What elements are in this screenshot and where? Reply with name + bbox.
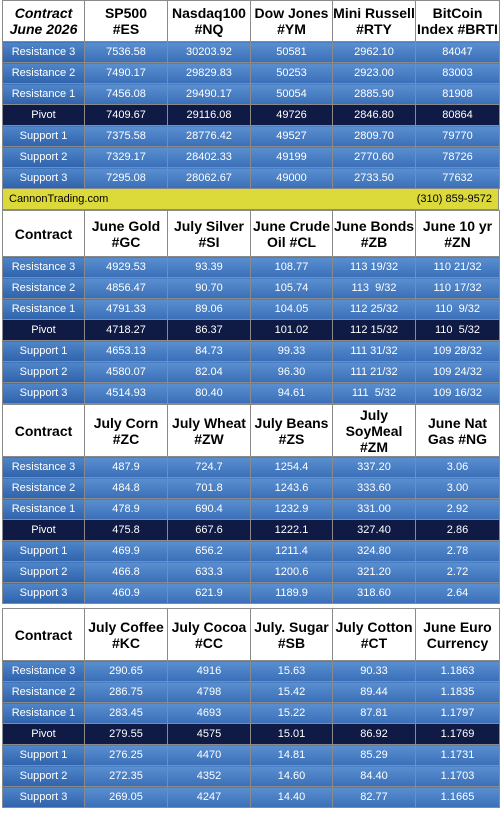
row-label: Support 2 [3,147,85,168]
table-cell: 89.44 [333,682,416,703]
table-cell: 2.64 [416,583,500,604]
table-cell: 15.63 [251,661,333,682]
table-row [3,362,500,383]
table-cell: 7456.08 [85,84,168,105]
table-cell: 15.22 [251,703,333,724]
row-label: Resistance 3 [3,457,85,478]
row-label: Pivot [3,520,85,541]
table-cell: 2923.00 [333,63,416,84]
table-cell: 4580.07 [85,362,168,383]
table-cell: 29490.17 [168,84,251,105]
table-cell: 327.40 [333,520,416,541]
table-row [3,541,500,562]
header-row [3,405,500,457]
header-row [3,609,500,661]
header-row [3,1,500,42]
table-cell: 1232.9 [251,499,333,520]
table-cell: 29116.08 [168,105,251,126]
table-cell: 4653.13 [85,341,168,362]
table-cell: 78726 [416,147,500,168]
row-label: Support 3 [3,787,85,808]
table-row [3,787,500,808]
table-cell: 77632 [416,168,500,189]
table-block-index-futures [2,0,500,189]
table-cell: 49199 [251,147,333,168]
table-cell: 84.40 [333,766,416,787]
table-cell: 109 16/32 [416,383,500,404]
footer-site-link[interactable]: CannonTrading.com [9,193,109,205]
header-col: June Crude Oil #CL [251,211,333,257]
table-cell: 111 31/32 [333,341,416,362]
table-cell: 104.05 [251,299,333,320]
header-col: Nasdaq100 #NQ [168,1,251,42]
table-cell: 1189.9 [251,583,333,604]
footer-bar [2,189,499,210]
table-cell: 2885.90 [333,84,416,105]
table-cell: 7490.17 [85,63,168,84]
table-cell: 109 24/32 [416,362,500,383]
header-contract: Contract [3,609,85,661]
header-contract: Contract [3,211,85,257]
table-cell: 1.1863 [416,661,500,682]
row-label: Support 1 [3,541,85,562]
table-cell: 1.1665 [416,787,500,808]
table-cell: 99.33 [251,341,333,362]
table-cell: 14.60 [251,766,333,787]
table-row [3,147,500,168]
table-cell: 290.65 [85,661,168,682]
table-cell: 3.00 [416,478,500,499]
table-block-metals-energy-rates [2,210,500,404]
row-label: Resistance 1 [3,299,85,320]
table-cell: 86.37 [168,320,251,341]
table-row [3,520,500,541]
header-contract: Contract [3,405,85,457]
table-cell: 14.81 [251,745,333,766]
table-cell: 89.06 [168,299,251,320]
table-cell: 90.33 [333,661,416,682]
table-cell: 3.06 [416,457,500,478]
table-cell: 94.61 [251,383,333,404]
table-cell: 286.75 [85,682,168,703]
table-cell: 15.42 [251,682,333,703]
row-label: Resistance 3 [3,257,85,278]
table-cell: 4791.33 [85,299,168,320]
table-cell: 83003 [416,63,500,84]
table-cell: 2809.70 [333,126,416,147]
table-cell: 701.8 [168,478,251,499]
table-cell: 283.45 [85,703,168,724]
table-cell: 84047 [416,42,500,63]
header-col: BitCoin Index #BRTI [416,1,500,42]
table-cell: 80864 [416,105,500,126]
table-cell: 478.9 [85,499,168,520]
table-cell: 7536.58 [85,42,168,63]
table-cell: 93.39 [168,257,251,278]
table-row [3,278,500,299]
table-cell: 14.40 [251,787,333,808]
header-col: July. Sugar #SB [251,609,333,661]
table-cell: 4352 [168,766,251,787]
table-cell: 15.01 [251,724,333,745]
header-col: July Cocoa #CC [168,609,251,661]
table-cell: 79770 [416,126,500,147]
table-cell: 667.6 [168,520,251,541]
row-label: Support 1 [3,341,85,362]
table-row [3,126,500,147]
table-cell: 101.02 [251,320,333,341]
table-cell: 113 9/32 [333,278,416,299]
header-col: Dow Jones #YM [251,1,333,42]
table-cell: 7295.08 [85,168,168,189]
table-row [3,63,500,84]
table-cell: 4514.93 [85,383,168,404]
table-cell: 105.74 [251,278,333,299]
table-cell: 484.8 [85,478,168,499]
table-cell: 475.8 [85,520,168,541]
table-cell: 49527 [251,126,333,147]
table-cell: 87.81 [333,703,416,724]
table-cell: 110 21/32 [416,257,500,278]
table-cell: 1211.4 [251,541,333,562]
table-cell: 80.40 [168,383,251,404]
table-row [3,478,500,499]
row-label: Resistance 1 [3,499,85,520]
table-cell: 1.1769 [416,724,500,745]
table-cell: 82.77 [333,787,416,808]
table-cell: 7409.67 [85,105,168,126]
table-cell: 656.2 [168,541,251,562]
table-cell: 1.1731 [416,745,500,766]
table-row [3,562,500,583]
table-cell: 28402.33 [168,147,251,168]
table-cell: 469.9 [85,541,168,562]
table-cell: 4247 [168,787,251,808]
table-cell: 1.1703 [416,766,500,787]
table-cell: 2770.60 [333,147,416,168]
table-cell: 110 5/32 [416,320,500,341]
table-row [3,341,500,362]
table-cell: 724.7 [168,457,251,478]
table-cell: 1200.6 [251,562,333,583]
header-col: July Corn #ZC [85,405,168,457]
table-cell: 110 17/32 [416,278,500,299]
row-label: Resistance 3 [3,661,85,682]
table-cell: 30203.92 [168,42,251,63]
header-col: July SoyMeal #ZM [333,405,416,457]
table-row [3,257,500,278]
row-label: Resistance 2 [3,63,85,84]
table-cell: 324.80 [333,541,416,562]
table-row [3,383,500,404]
table-cell: 49000 [251,168,333,189]
table-cell: 276.25 [85,745,168,766]
table-cell: 4575 [168,724,251,745]
header-col: July Cotton #CT [333,609,416,661]
table-row [3,320,500,341]
row-label: Pivot [3,724,85,745]
table-cell: 1254.4 [251,457,333,478]
table-cell: 690.4 [168,499,251,520]
table-cell: 112 15/32 [333,320,416,341]
table-cell: 112 25/32 [333,299,416,320]
header-col: June 10 yr #ZN [416,211,500,257]
row-label: Resistance 2 [3,478,85,499]
header-col: June Gold #GC [85,211,168,257]
table-cell: 96.30 [251,362,333,383]
table-row [3,168,500,189]
table-cell: 82.04 [168,362,251,383]
table-cell: 108.77 [251,257,333,278]
row-label: Support 2 [3,766,85,787]
header-col: July Beans #ZS [251,405,333,457]
header-col: June Nat Gas #NG [416,405,500,457]
table-cell: 460.9 [85,583,168,604]
table-cell: 28776.42 [168,126,251,147]
table-cell: 633.3 [168,562,251,583]
table-row [3,457,500,478]
table-cell: 4916 [168,661,251,682]
table-row [3,703,500,724]
table-row [3,42,500,63]
table-cell: 4856.47 [85,278,168,299]
table-cell: 318.60 [333,583,416,604]
table-row [3,84,500,105]
row-label: Pivot [3,320,85,341]
table-cell: 2962.10 [333,42,416,63]
table-cell: 1222.1 [251,520,333,541]
table-cell: 2.72 [416,562,500,583]
table-cell: 331.00 [333,499,416,520]
table-cell: 2.78 [416,541,500,562]
table-cell: 333.60 [333,478,416,499]
table-cell: 337.20 [333,457,416,478]
table-cell: 4929.53 [85,257,168,278]
table-cell: 321.20 [333,562,416,583]
header-col: July Silver #SI [168,211,251,257]
row-label: Resistance 2 [3,682,85,703]
table-cell: 50054 [251,84,333,105]
header-col: June Euro Currency [416,609,500,661]
table-cell: 109 28/32 [416,341,500,362]
table-cell: 2846.80 [333,105,416,126]
table-cell: 50581 [251,42,333,63]
row-label: Pivot [3,105,85,126]
table-cell: 4470 [168,745,251,766]
table-cell: 621.9 [168,583,251,604]
table-cell: 49726 [251,105,333,126]
row-label: Support 2 [3,362,85,383]
header-col: July Wheat #ZW [168,405,251,457]
table-cell: 90.70 [168,278,251,299]
table-cell: 81908 [416,84,500,105]
table-cell: 279.55 [85,724,168,745]
table-row [3,766,500,787]
table-row [3,682,500,703]
header-col: SP500 #ES [85,1,168,42]
table-row [3,499,500,520]
table-cell: 466.8 [85,562,168,583]
row-label: Resistance 2 [3,278,85,299]
table-cell: 4718.27 [85,320,168,341]
row-label: Support 3 [3,168,85,189]
table-cell: 2.86 [416,520,500,541]
table-block-softs-currency [2,608,500,808]
table-cell: 1243.6 [251,478,333,499]
table-cell: 84.73 [168,341,251,362]
table-cell: 7329.17 [85,147,168,168]
table-cell: 4798 [168,682,251,703]
table-cell: 7375.58 [85,126,168,147]
table-row [3,661,500,682]
table-row [3,299,500,320]
table-cell: 85.29 [333,745,416,766]
table-cell: 111 5/32 [333,383,416,404]
table-cell: 2733.50 [333,168,416,189]
row-label: Resistance 1 [3,703,85,724]
row-label: Resistance 1 [3,84,85,105]
header-row [3,211,500,257]
table-cell: 111 21/32 [333,362,416,383]
table-row [3,105,500,126]
table-cell: 28062.67 [168,168,251,189]
table-cell: 272.35 [85,766,168,787]
table-cell: 269.05 [85,787,168,808]
table-cell: 113 19/32 [333,257,416,278]
table-cell: 110 9/32 [416,299,500,320]
table-cell: 86.92 [333,724,416,745]
header-col: Mini Russell #RTY [333,1,416,42]
row-label: Support 3 [3,383,85,404]
table-cell: 1.1797 [416,703,500,724]
pivot-sheet [2,0,499,808]
table-cell: 2.92 [416,499,500,520]
table-row [3,583,500,604]
row-label: Support 3 [3,583,85,604]
row-label: Support 2 [3,562,85,583]
row-label: Support 1 [3,745,85,766]
table-block-grains [2,404,500,604]
table-cell: 4693 [168,703,251,724]
row-label: Resistance 3 [3,42,85,63]
row-label: Support 1 [3,126,85,147]
table-row [3,745,500,766]
header-contract: Contract June 2026 [3,1,85,42]
footer-phone: (310) 859-9572 [416,193,492,205]
header-col: June Bonds #ZB [333,211,416,257]
table-cell: 1.1835 [416,682,500,703]
table-row [3,724,500,745]
table-cell: 487.9 [85,457,168,478]
table-cell: 29829.83 [168,63,251,84]
table-cell: 50253 [251,63,333,84]
header-col: July Coffee #KC [85,609,168,661]
